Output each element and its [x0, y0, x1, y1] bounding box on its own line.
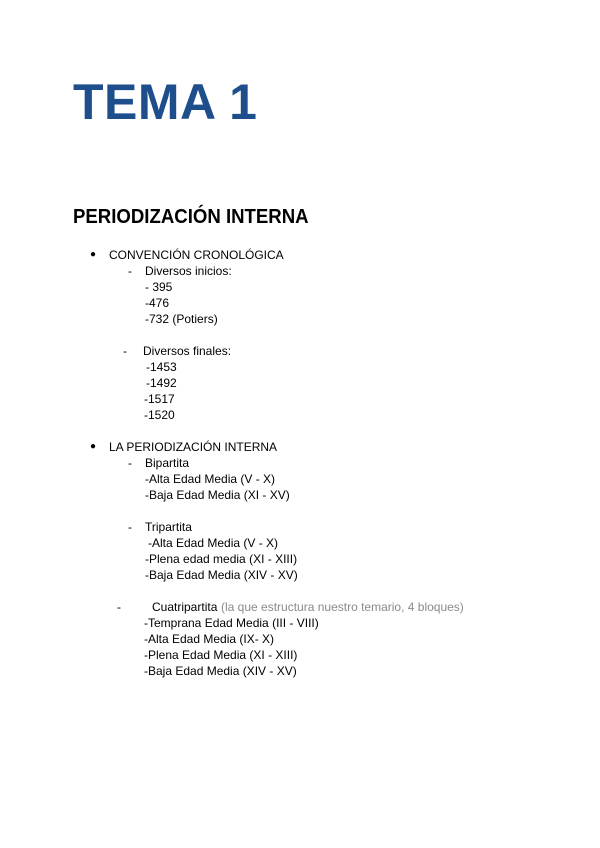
list-item: -1517 [144, 392, 175, 406]
list-item: -476 [145, 296, 170, 310]
list-item: -Baja Edad Media (XIV - XV) [144, 664, 297, 678]
list-item: -Plena Edad Media (XI - XIII) [144, 648, 298, 662]
list-item: -1492 [146, 376, 177, 390]
list-item: - 395 [145, 280, 173, 294]
dash-marker: - [123, 344, 127, 358]
list-item: -1520 [144, 408, 175, 422]
sublist-item-label: Diversos inicios: [145, 264, 232, 278]
dash-marker: - [128, 264, 132, 278]
list-item: -Plena edad media (XI - XIII) [145, 552, 298, 566]
list-item: -Temprana Edad Media (III - VIII) [144, 616, 319, 630]
list-item: -1453 [146, 360, 177, 374]
dash-marker: - [128, 520, 132, 534]
bullet-marker: ● [90, 441, 97, 452]
dash-marker: - [128, 456, 132, 470]
bullet-marker: ● [90, 249, 97, 260]
list-item: -732 (Potiers) [145, 312, 218, 326]
sublist-item-label: Cuatripartita [152, 600, 218, 614]
list-item: -Alta Edad Media (V - X) [148, 536, 279, 550]
sublist-item-label: Bipartita [145, 456, 190, 470]
document-title: TEMA 1 [73, 74, 258, 130]
sublist-item-label: Diversos finales: [143, 344, 232, 358]
list-item: -Alta Edad Media (IX- X) [144, 632, 275, 646]
list-item: -Baja Edad Media (XI - XV) [145, 488, 290, 502]
list-item-convencion: CONVENCIÓN CRONOLÓGICA [109, 248, 284, 262]
sublist-item-note: (la que estructura nuestro temario, 4 bloques) [221, 600, 464, 614]
list-item: -Baja Edad Media (XIV - XV) [145, 568, 298, 582]
list-item-periodizacion: LA PERIODIZACIÓN INTERNA [109, 440, 278, 454]
list-item: -Alta Edad Media (V - X) [145, 472, 276, 486]
sublist-item-label: Tripartita [145, 520, 192, 534]
dash-marker: - [117, 600, 121, 614]
section-heading: PERIODIZACIÓN INTERNA [73, 206, 309, 228]
